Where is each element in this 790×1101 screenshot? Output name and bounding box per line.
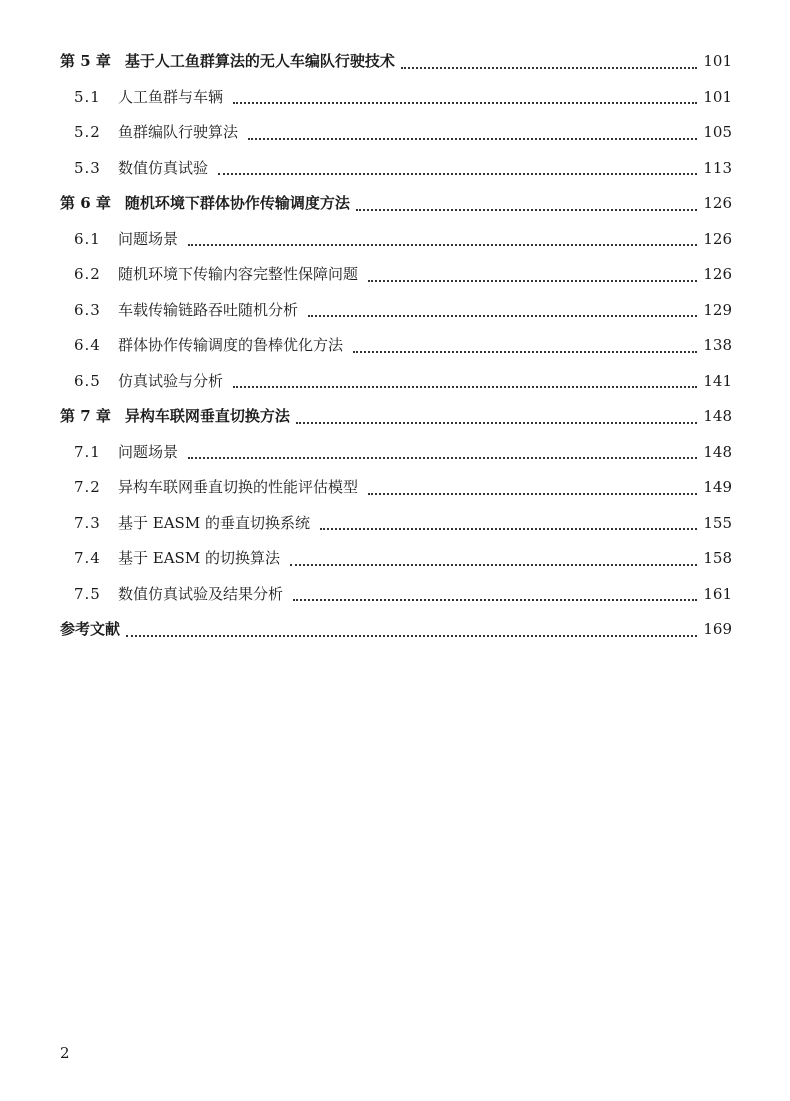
toc-entry-section-6-3[interactable]: [60, 293, 732, 329]
page-ref: 105: [703, 123, 732, 141]
page-number: 2: [60, 1044, 70, 1062]
toc-entry-references[interactable]: [60, 612, 732, 648]
page-ref: 149: [703, 478, 732, 496]
section-title: 群体协作传输调度的鲁棒优化方法: [118, 336, 344, 354]
section-title: 问题场景: [118, 229, 179, 248]
section-number: 6.3: [74, 300, 101, 319]
section-number: 7.2: [74, 478, 101, 496]
toc-entry-section-5-2[interactable]: [60, 115, 732, 151]
dot-leader: [218, 173, 697, 175]
section-number: 6.1: [74, 229, 101, 248]
chapter-number: 第 7 章: [60, 407, 111, 425]
page-ref: 148: [703, 407, 732, 425]
dot-leader: [293, 599, 697, 601]
section-title: 基于 EASM 的垂直切换系统: [118, 513, 310, 532]
page-ref: 169: [703, 620, 732, 638]
section-title: 问题场景: [118, 442, 179, 461]
chapter-title: 基于人工鱼群算法的无人车编队行驶技术: [124, 52, 395, 70]
dot-leader: [320, 528, 697, 530]
toc-entry-section-6-2[interactable]: [60, 257, 732, 293]
page-ref: 141: [703, 371, 732, 390]
section-title: 基于 EASM 的切换算法: [118, 549, 280, 567]
toc-entry-chapter-6[interactable]: [60, 186, 732, 222]
dot-leader: [188, 244, 697, 246]
toc-entry-section-7-3[interactable]: [60, 506, 732, 542]
dot-leader: [126, 635, 697, 637]
section-title: 仿真试验与分析: [118, 371, 224, 390]
toc-entry-section-5-1[interactable]: [60, 80, 732, 116]
dot-leader: [401, 67, 697, 69]
page-ref: 101: [703, 52, 732, 70]
toc-entry-section-7-5[interactable]: [60, 577, 732, 613]
dot-leader: [308, 315, 697, 317]
page-ref: 155: [703, 513, 732, 532]
dot-leader: [368, 493, 697, 495]
page-ref: 138: [703, 336, 732, 354]
page-ref: 148: [703, 442, 732, 461]
section-title: 数值仿真试验: [118, 158, 209, 177]
section-title: 车载传输链路吞吐随机分析: [118, 300, 299, 319]
page-ref: 126: [703, 229, 732, 248]
toc-entry-section-6-4[interactable]: [60, 328, 732, 364]
chapter-number: 第 5 章: [60, 52, 111, 70]
dot-leader: [353, 351, 697, 353]
section-number: 7.1: [74, 442, 101, 461]
dot-leader: [233, 102, 697, 104]
dot-leader: [290, 564, 697, 566]
toc-entry-section-6-5[interactable]: [60, 364, 732, 400]
toc-entry-section-7-1[interactable]: [60, 435, 732, 471]
toc-entry-section-6-1[interactable]: [60, 222, 732, 258]
toc-entry-chapter-5[interactable]: [60, 44, 732, 80]
section-number: 6.2: [74, 265, 101, 283]
section-title: 鱼群编队行驶算法: [118, 123, 239, 141]
dot-leader: [233, 386, 697, 388]
section-number: 6.5: [74, 371, 101, 390]
page-ref: 129: [703, 300, 732, 319]
section-number: 5.1: [74, 87, 101, 106]
section-title: 数值仿真试验及结果分析: [118, 584, 284, 603]
toc-entry-section-7-4[interactable]: [60, 541, 732, 577]
section-title: 异构车联网垂直切换的性能评估模型: [118, 478, 359, 496]
page-ref: 158: [703, 549, 732, 567]
dot-leader: [188, 457, 697, 459]
page-ref: 126: [703, 265, 732, 283]
toc-entry-section-7-2[interactable]: [60, 470, 732, 506]
section-number: 5.3: [74, 158, 101, 177]
section-number: 5.2: [74, 123, 101, 141]
section-number: 7.4: [74, 549, 101, 567]
chapter-title: 异构车联网垂直切换方法: [124, 407, 290, 425]
section-number: 6.4: [74, 336, 101, 354]
dot-leader: [296, 422, 697, 424]
references-title: 参考文献: [60, 620, 121, 638]
page-ref: 126: [703, 194, 732, 212]
dot-leader: [248, 138, 697, 140]
toc-entry-chapter-7[interactable]: [60, 399, 732, 435]
section-number: 7.3: [74, 513, 101, 532]
page-ref: 113: [703, 158, 732, 177]
dot-leader: [356, 209, 697, 211]
chapter-number: 第 6 章: [60, 194, 111, 212]
section-number: 7.5: [74, 584, 101, 603]
section-title: 人工鱼群与车辆: [118, 87, 224, 106]
section-title: 随机环境下传输内容完整性保障问题: [118, 265, 359, 283]
table-of-contents: [60, 44, 732, 648]
chapter-title: 随机环境下群体协作传输调度方法: [124, 194, 350, 212]
page-ref: 101: [703, 87, 732, 106]
page-ref: 161: [703, 584, 732, 603]
dot-leader: [368, 280, 697, 282]
toc-entry-section-5-3[interactable]: [60, 151, 732, 187]
